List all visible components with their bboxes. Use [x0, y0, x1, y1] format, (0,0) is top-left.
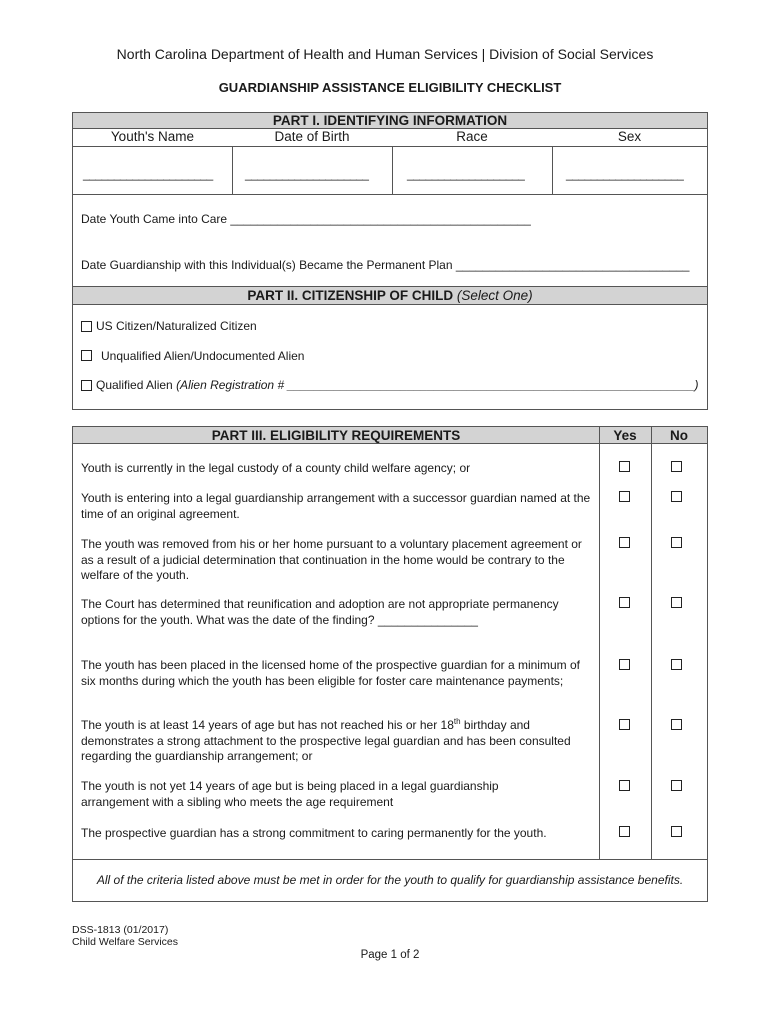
requirement-no-checkbox[interactable] [671, 597, 682, 608]
part3-section [72, 426, 708, 902]
col-youths-name: Youth's Name [110, 129, 195, 144]
col-date-of-birth: Date of Birth [274, 129, 350, 144]
requirement-yes-checkbox[interactable] [619, 491, 630, 502]
requirement-age14-text-cont: birthday and demonstrates a strong attachment to the prospective legal guardian and has been consulted regarding the guardianship arrangement; or [81, 718, 571, 763]
requirement-yes-checkbox[interactable] [619, 780, 630, 791]
requirement-no-checkbox[interactable] [671, 719, 682, 730]
form-number: DSS-1813 (01/2017) [72, 924, 169, 936]
requirement-no-checkbox[interactable] [671, 659, 682, 670]
requirement-no-checkbox[interactable] [671, 461, 682, 472]
qualified-alien-label [96, 378, 699, 394]
divider [651, 427, 652, 859]
requirement-item: The youth is not yet 14 years of age but is being placed in a legal guardianship arrangement with a sibling who meets the age requirement [81, 779, 499, 809]
requirement-yes-checkbox[interactable] [619, 597, 630, 608]
requirement-item [81, 718, 571, 765]
race-field[interactable]: ___________________ [407, 167, 525, 181]
divider [73, 194, 707, 195]
requirement-age14-sup: th [453, 717, 461, 726]
part2-title-text: PART II. CITIZENSHIP OF CHILD [247, 288, 454, 303]
us-citizen-checkbox[interactable] [81, 321, 92, 332]
part1-section [72, 112, 708, 288]
form-title: GUARDIANSHIP ASSISTANCE ELIGIBILITY CHECKLIST [218, 80, 562, 95]
requirement-item: The youth has been placed in the licensed home of the prospective guardian for a minimum of six months during which the youth has been eligible for foster care maintenance payments; [81, 658, 580, 688]
us-citizen-label: US Citizen/Naturalized Citizen [96, 319, 257, 333]
requirement-no-checkbox[interactable] [671, 826, 682, 837]
qualified-alien-checkbox[interactable] [81, 380, 92, 391]
divider [599, 427, 600, 859]
sex-field[interactable]: ___________________ [566, 167, 684, 181]
division-name: Child Welfare Services [72, 936, 179, 948]
divider [552, 146, 553, 194]
requirement-item: The prospective guardian has a strong commitment to caring permanently for the youth. [81, 826, 547, 840]
requirement-yes-checkbox[interactable] [619, 461, 630, 472]
requirement-item: Youth is entering into a legal guardianship arrangement with a successor guardian named at the time of an original agreement. [81, 491, 591, 521]
qualified-alien-text: Qualified Alien [96, 378, 173, 392]
alien-registration-field[interactable]: (Alien Registration # _____________________________________________________________) [176, 378, 699, 392]
part2-section [72, 286, 708, 410]
requirement-yes-checkbox[interactable] [619, 537, 630, 548]
requirement-age14-text: The youth is at least 14 years of age but has not reached his or her 18 [81, 718, 454, 732]
part2-title [73, 287, 707, 305]
part3-title: PART III. ELIGIBILITY REQUIREMENTS [211, 428, 461, 443]
no-column-header: No [670, 428, 688, 443]
divider [73, 859, 707, 860]
col-race: Race [456, 129, 488, 144]
part2-title-note: (Select One) [456, 288, 533, 303]
requirement-yes-checkbox[interactable] [619, 826, 630, 837]
agency-header: North Carolina Department of Health and Human Services | Division of Social Services [116, 46, 654, 62]
requirement-item: The youth was removed from his or her home pursuant to a voluntary placement agreement or as a result of a judicial determination that continuation in the home would be contrary to the welfare of the youth. [81, 537, 582, 582]
requirement-item: Youth is currently in the legal custody of a county child welfare agency; or [81, 461, 471, 475]
yes-column-header: Yes [613, 428, 637, 443]
page-number: Page 1 of 2 [360, 949, 420, 961]
requirement-yes-checkbox[interactable] [619, 719, 630, 730]
youths-name-field[interactable]: _____________________ [83, 167, 213, 181]
requirement-yes-checkbox[interactable] [619, 659, 630, 670]
part1-title: PART I. IDENTIFYING INFORMATION [73, 113, 707, 129]
requirement-item: The Court has determined that reunification and adoption are not appropriate permanency options for the youth. What was the date of the finding? _______________ [81, 597, 559, 627]
col-sex: Sex [617, 129, 642, 144]
unqualified-alien-checkbox[interactable] [81, 350, 92, 361]
divider [232, 146, 233, 194]
date-of-birth-field[interactable]: ____________________ [245, 167, 369, 181]
unqualified-alien-label: Unqualified Alien/Undocumented Alien [101, 349, 305, 363]
requirement-no-checkbox[interactable] [671, 491, 682, 502]
requirement-no-checkbox[interactable] [671, 780, 682, 791]
divider [73, 146, 707, 147]
date-guardianship-plan-field[interactable]: Date Guardianship with this Individual(s) Became the Permanent Plan ___________________________________ [81, 258, 690, 272]
divider [392, 146, 393, 194]
requirement-no-checkbox[interactable] [671, 537, 682, 548]
date-came-into-care-field[interactable]: Date Youth Came into Care _____________________________________________ [81, 212, 531, 226]
criteria-note: All of the criteria listed above must be met in order for the youth to qualify for guardianship assistance benefits. [96, 873, 684, 887]
